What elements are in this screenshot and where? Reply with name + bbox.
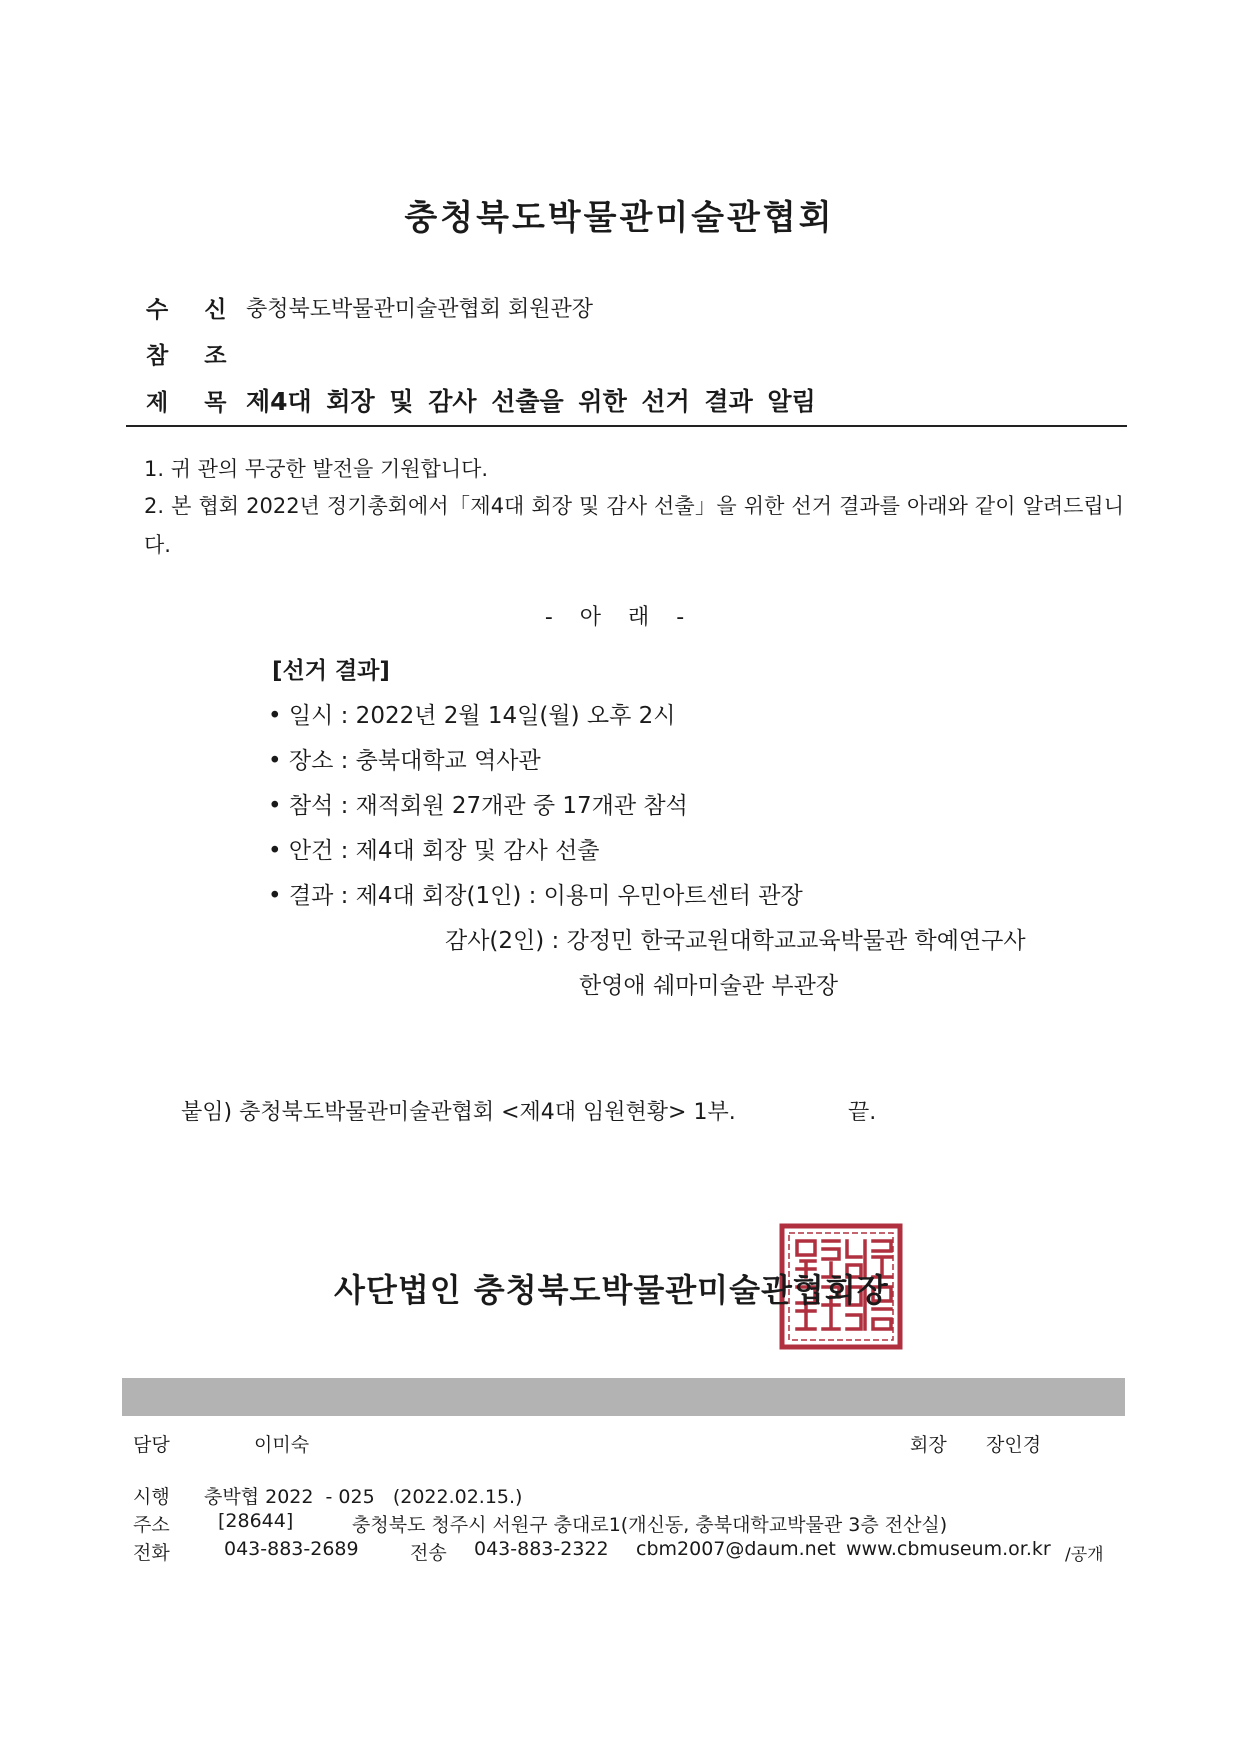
- president-name: 장인경: [986, 1434, 1042, 1456]
- address-label: 주소: [133, 1514, 170, 1536]
- recipient-label: 수 신: [146, 297, 241, 323]
- header-divider: [126, 425, 1127, 427]
- email-link[interactable]: cbm2007@daum.net: [636, 1538, 836, 1560]
- below-mark: - 아 래 -: [544, 605, 695, 630]
- enforcement-value: 충박협 2022 - 025 (2022.02.15.): [204, 1486, 523, 1508]
- paragraph-2: 2. 본 협회 2022년 정기총회에서「제4대 회장 및 감사 선출」을 위한 선거 결과를 아래와 같이 알려드립니다.: [144, 494, 1124, 557]
- end-mark: 끝.: [848, 1100, 877, 1125]
- result-auditor-1: 감사(2인) : 강정민 한국교원대학교교육박물관 학예연구사: [445, 928, 1026, 954]
- subject-value: 제4대 회장 및 감사 선출을 위한 선거 결과 알림: [246, 387, 816, 416]
- issuer-signature: 사단법인 충청북도박물관미술관협회장: [334, 1271, 889, 1309]
- staff-label: 담당: [133, 1434, 170, 1456]
- phone-label: 전화: [133, 1542, 170, 1564]
- footer-bar: [122, 1378, 1125, 1416]
- recipient-value: 충청북도박물관미술관협회 회원관장: [246, 297, 594, 322]
- attachment-note: 붙임) 충청북도박물관미술관협회 <제4대 임원현황> 1부.: [181, 1100, 736, 1125]
- fax-label: 전송: [410, 1542, 447, 1564]
- paragraph-1: 1. 귀 관의 무궁한 발전을 기원합니다.: [144, 457, 489, 481]
- reference-label: 참 조: [146, 343, 241, 369]
- section-title: [선거 결과]: [272, 658, 390, 684]
- staff-name: 이미숙: [254, 1434, 310, 1456]
- subject-label: 제 목: [146, 390, 241, 416]
- phone-number: 043-883-2689: [224, 1538, 359, 1560]
- result-auditor-2: 한영애 쉐마미술관 부관장: [579, 973, 839, 999]
- document-title: 충청북도박물관미술관협회: [404, 198, 835, 238]
- result-item-outcome: • 결과 : 제4대 회장(1인) : 이용미 우민아트센터 관장: [268, 883, 803, 909]
- fax-number: 043-883-2322: [474, 1538, 609, 1560]
- result-item-date: • 일시 : 2022년 2월 14일(월) 오후 2시: [268, 703, 676, 729]
- result-item-attendance: • 참석 : 재적회원 27개관 중 17개관 참석: [268, 793, 688, 819]
- disclosure-status: /공개: [1065, 1545, 1104, 1565]
- website-link[interactable]: www.cbmuseum.or.kr: [846, 1538, 1051, 1560]
- president-label: 회장: [910, 1434, 947, 1456]
- result-item-agenda: • 안건 : 제4대 회장 및 감사 선출: [268, 838, 600, 864]
- result-item-place: • 장소 : 충북대학교 역사관: [268, 748, 541, 774]
- postcode: [28644]: [218, 1510, 294, 1532]
- address: 충청북도 청주시 서원구 충대로1(개신동, 충북대학교박물관 3층 전산실): [352, 1514, 948, 1536]
- enforcement-label: 시행: [133, 1486, 170, 1508]
